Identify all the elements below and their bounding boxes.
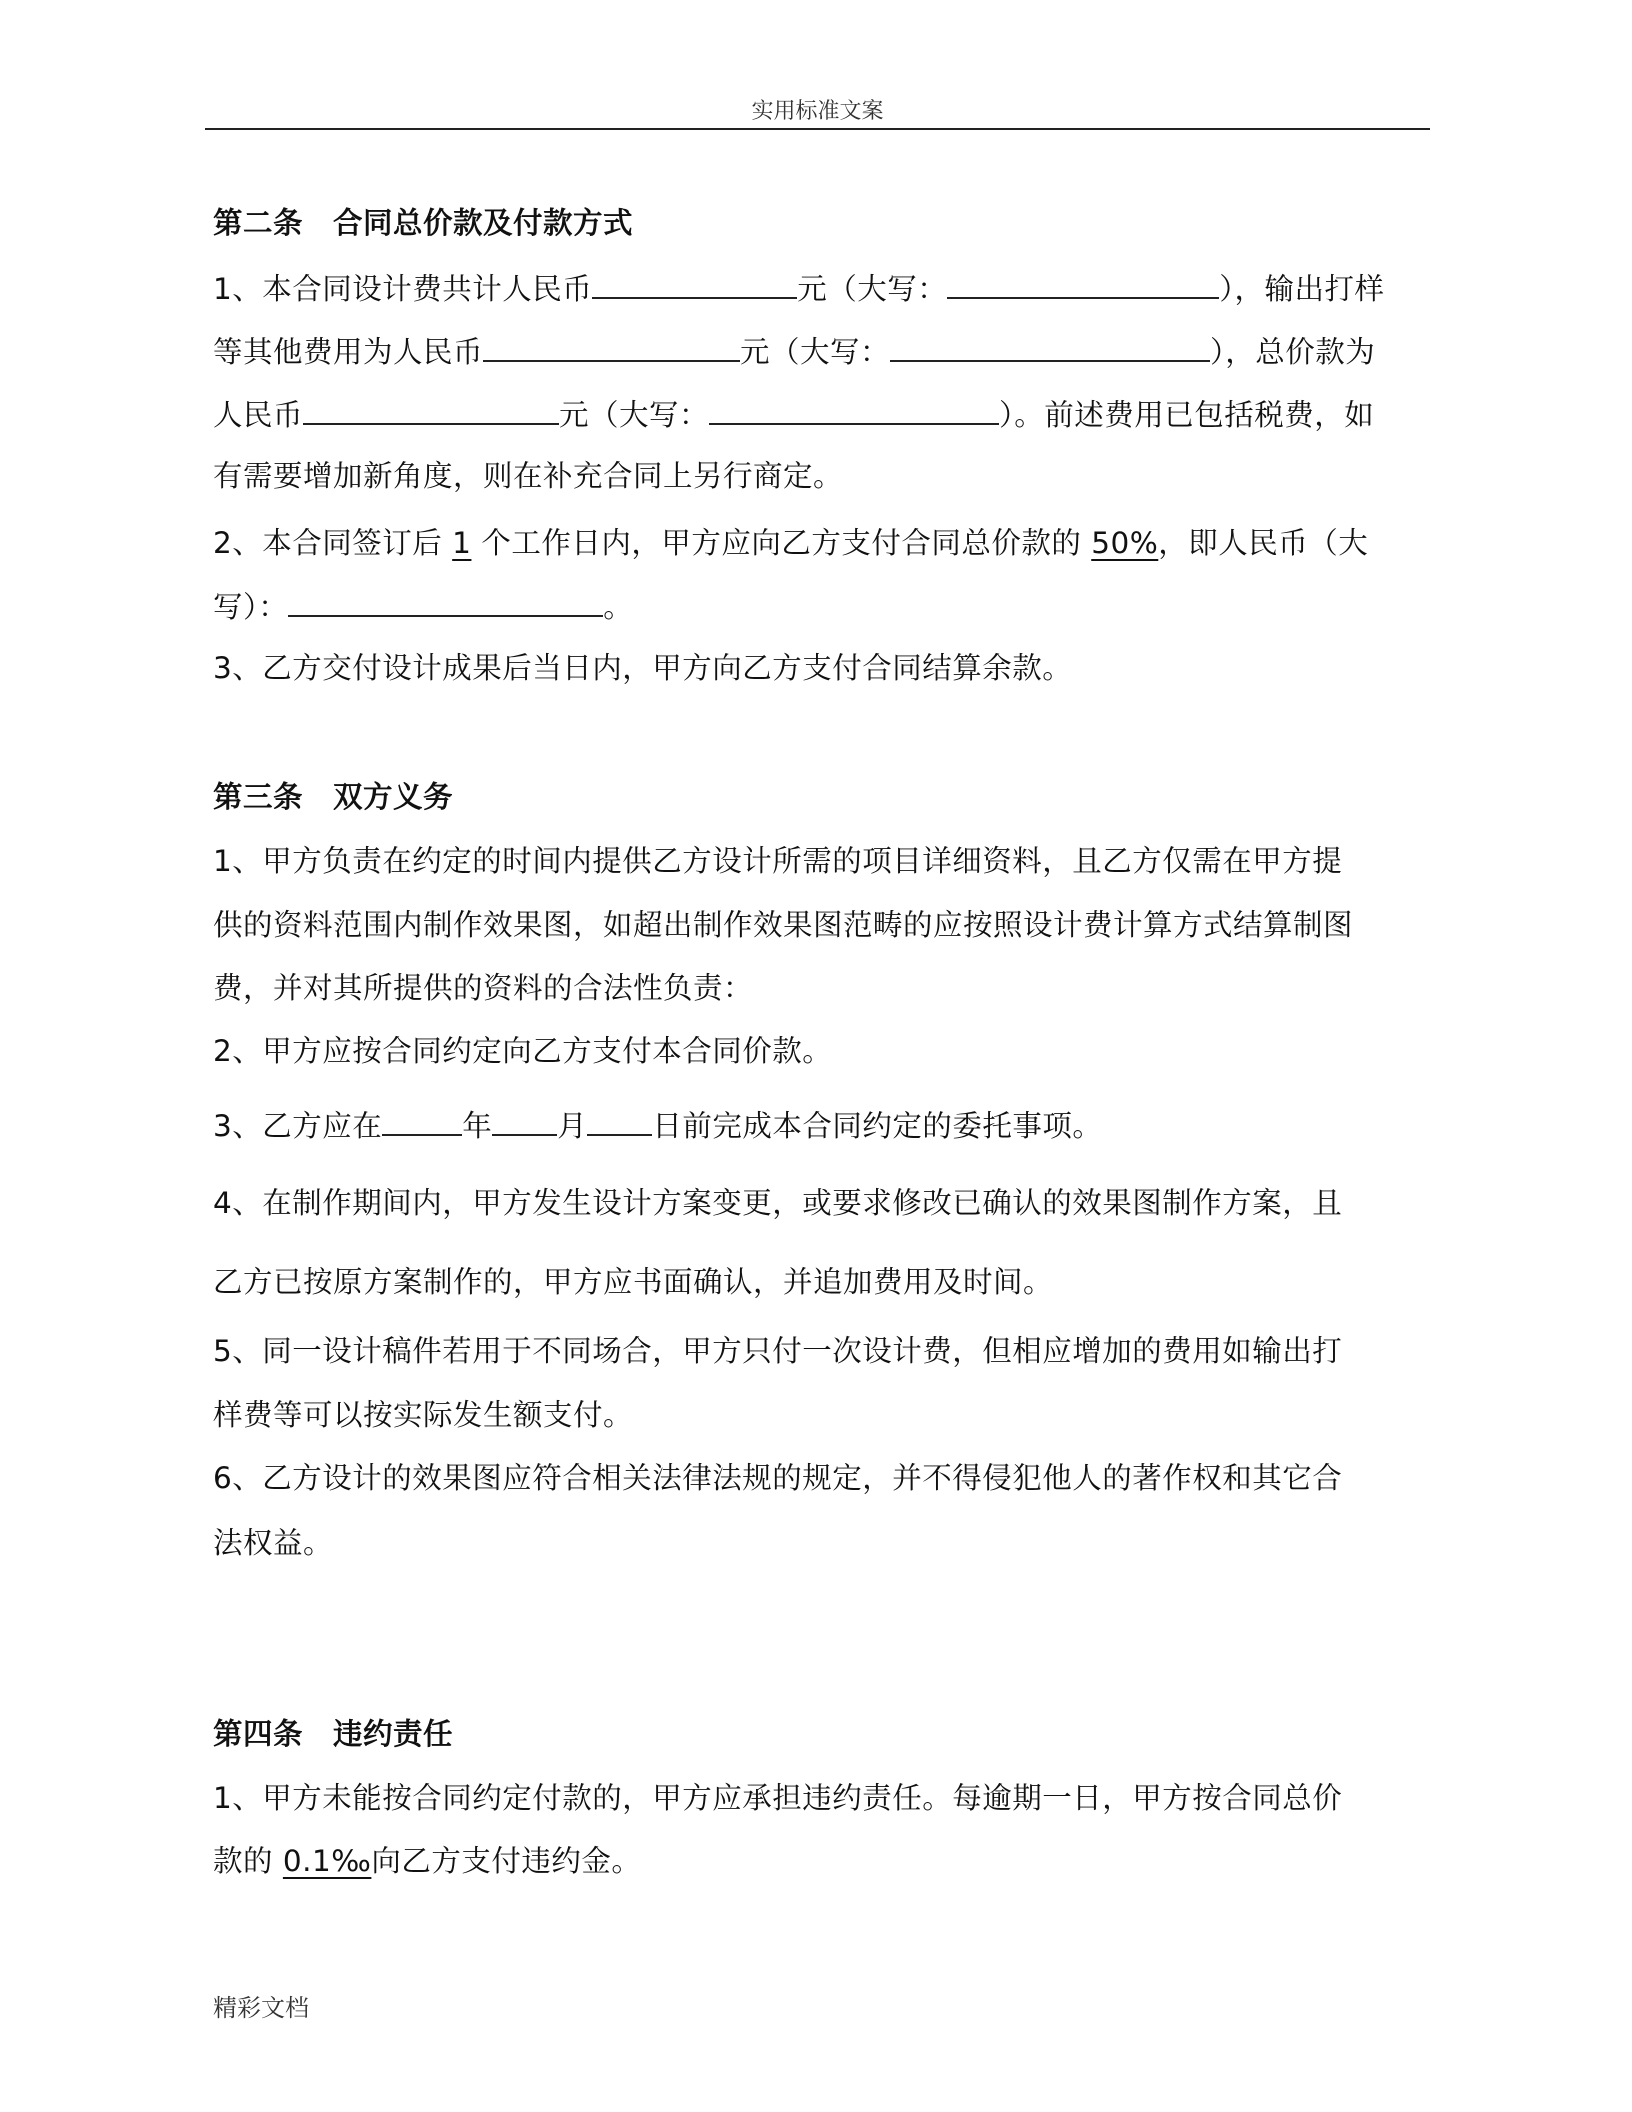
design-fee-blank (592, 267, 797, 299)
other-fee-uppercase-blank (890, 330, 1210, 362)
page-header-title: 实用标准文案 (751, 99, 884, 124)
advance-uppercase-blank (288, 585, 603, 617)
article-3-item-6-line-1: 6、乙方设计的效果图应符合相关法律法规的规定，并不得侵犯他人的著作权和其它合 (213, 1461, 1343, 1495)
payment-days-value: 1 (452, 526, 472, 560)
article-3-item-6-line-2: 法权益。 (213, 1526, 334, 1560)
year-blank (382, 1104, 462, 1136)
page-footer-text: 精彩文档 (213, 1994, 309, 2022)
article-2-item-2-line-2: 写）： 。 (213, 585, 633, 627)
article-3-item-5-line-1: 5、同一设计稿件若用于不同场合，甲方只付一次设计费，但相应增加的费用如输出打 (213, 1334, 1343, 1368)
article-4-item-1-line-1: 1、甲方未能按合同约定付款的，甲方应承担违约责任。每逾期一日，甲方按合同总价 (213, 1781, 1343, 1815)
advance-percent-value: 50% (1091, 526, 1159, 560)
article-4-heading: 第四条 违约责任 (213, 1717, 454, 1751)
article-2-item-2-line-1: 2、本合同签订后 1 个工作日内，甲方应向乙方支付合同总价款的 50%，即人民币（大 (213, 526, 1369, 560)
article-2-item-1-line-4: 有需要增加新角度，则在补充合同上另行商定。 (213, 459, 844, 493)
article-2-heading: 第二条 合同总价款及付款方式 (213, 206, 634, 240)
article-2-item-3: 3、乙方交付设计成果后当日内，甲方向乙方支付合同结算余款。 (213, 651, 1073, 685)
header-divider (205, 128, 1430, 130)
article-3-item-4-line-2: 乙方已按原方案制作的，甲方应书面确认，并追加费用及时间。 (213, 1265, 1054, 1299)
article-3-item-1-line-3: 费，并对其所提供的资料的合法性负责： (213, 971, 754, 1005)
design-fee-uppercase-blank (947, 267, 1219, 299)
article-3-item-5-line-2: 样费等可以按实际发生额支付。 (213, 1398, 634, 1432)
other-fee-blank (483, 330, 740, 362)
article-3-heading: 第三条 双方义务 (213, 780, 454, 814)
article-2-item-1-line-2: 等其他费用为人民币 元（大写： ），总价款为 (213, 330, 1375, 372)
total-price-blank (303, 393, 559, 425)
penalty-rate-value: 0.1‰ (282, 1844, 372, 1878)
month-blank (492, 1104, 557, 1136)
article-3-item-1-line-2: 供的资料范围内制作效果图，如超出制作效果图范畴的应按照设计费计算方式结算制图 (213, 908, 1354, 942)
article-3-item-2: 2、甲方应按合同约定向乙方支付本合同价款。 (213, 1034, 833, 1068)
article-3-item-4-line-1: 4、在制作期间内，甲方发生设计方案变更，或要求修改已确认的效果图制作方案，且 (213, 1186, 1343, 1220)
day-blank (587, 1104, 652, 1136)
total-price-uppercase-blank (709, 393, 999, 425)
article-4-item-1-line-2: 款的 0.1‰向乙方支付违约金。 (213, 1844, 642, 1878)
article-3-item-1-line-1: 1、甲方负责在约定的时间内提供乙方设计所需的项目详细资料，且乙方仅需在甲方提 (213, 844, 1343, 878)
article-3-item-3: 3、乙方应在 年 月 日前完成本合同约定的委托事项。 (213, 1104, 1102, 1146)
article-2-item-1-line-3: 人民币 元（大写： ）。前述费用已包括税费，如 (213, 393, 1374, 435)
article-2-item-1-line-1: 1、本合同设计费共计人民币 元（大写： ），输出打样 (213, 267, 1385, 309)
